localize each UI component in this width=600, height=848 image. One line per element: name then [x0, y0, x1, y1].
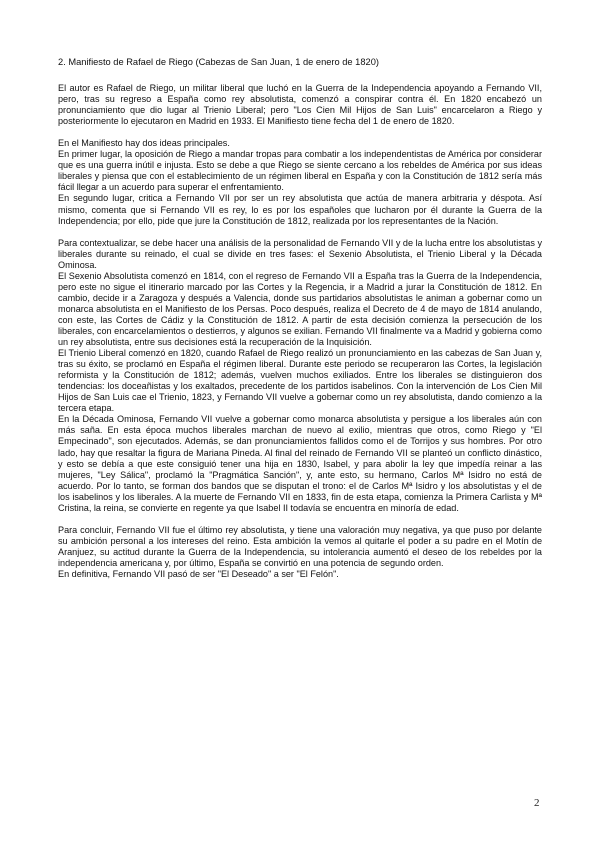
paragraph-spacer: [58, 514, 542, 525]
paragraph-context: Para contextualizar, se debe hacer una análisis de la personalidad de Fernando VII y de la lucha entre los absolutistas y liberales durante su reinado, el cual se divide en tres fases: el Sexenio Absolutista, el Trienio Liberal y la Década Ominosa.: [58, 237, 542, 270]
paragraph-final-sentence: En definitiva, Fernando VII pasó de ser "El Deseado" a ser "El Felón".: [58, 568, 339, 579]
paragraph-second-idea: En segundo lugar, critica a Fernando VII por ser un rey absolutista que actúa de manera arbitraria y déspota. Así mismo, comenta que si Fernando VII es rey, lo es por los españoles que lucharon por él durante la Guerra de la Independencia; por ello, pide que jure la Constitución de 1812, realizada por los representantes de la Nación.: [58, 193, 542, 226]
page-number: 2: [534, 797, 540, 809]
paragraph-spacer: [58, 127, 542, 138]
paragraph-sexenio-absolutista: El Sexenio Absolutista comenzó en 1814, con el regreso de Fernando VII a España tras la Guerra de la Independencia, pero este no sigue el itinerario marcado por las Cortes y la Regencia, ir a Madrid a jurar la Constitución de 1812. En cambio, decide ir a Zaragoza y después a Valencia, donde sus partidarios absolutistas le animan a gobernar como un monarca absolutista en el Manifiesto de los Persas. Poco después, realiza el Decreto de 4 de mayo de 1814 anulando, con este, las Cortes de Cádiz y la Constitución de 1812. A partir de esta decisión comienza la persecución de los liberales, con encarcelamientos o destierros, y algunos se exilian. Fernando VII finalmente va a Madrid y gobierna como un rey absolutista, entre sus decisiones está la recuperación de la Inquisición.: [58, 270, 542, 348]
paragraph-trienio-liberal: El Trienio Liberal comenzó en 1820, cuando Rafael de Riego realizó un pronunciamiento en las cabezas de San Juan y, tras su éxito, se proclamó en España el régimen liberal. Durante este periodo se recuperaron las Cortes, la legislación reformista y la Constitución de 1812; además, vuelven muchos exiliados. Entre los liberales se distinguieron dos tendencias: los doceañistas y los exaltados, precedente de los partidos isabelinos. Con la intervención de Los Cien Mil Hijos de San Luis cae el Trienio, 1823, y Fernando VII vuelve a gobernar como un rey absolutista, dando comienzo a la tercera etapa.: [58, 348, 542, 414]
paragraph-decada-ominosa: En la Década Ominosa, Fernando VII vuelve a gobernar como monarca absolutista y persigue a los liberales aún con más saña. En esta época muchos liberales marchan de nuevo al exilio, mientras que otros, como Riego y "El Empecinado", son ejecutados. Además, se dan pronunciamientos fallidos como el de Torrijos y sus hombres. Por otro lado, hay que resaltar la figura de Mariana Pineda. Al final del reinado de Fernando VII se planteó un conflicto dinástico, y esto se debía a que este consiguió tener una hija en 1830, Isabel, y para abolir la ley que impedía reinar a las mujeres, "Ley Sálica", proclamó la "Pragmática Sanción", y, ante esto, su hermano, Carlos Mª Isidro no está de acuerdo. Por lo tanto, se forman dos bandos que se disputan el trono: el de Carlos Mª Isidro y los absolutistas y el de los isabelinos y los liberales. A la muerte de Fernando VII en 1833, fin de esta etapa, comienza la Primera Carlista y Mª Cristina, la reina, se convierte en regente ya que Isabel II todavía se encuentra en minoría de edad.: [58, 414, 542, 513]
document-title: 2. Manifiesto de Rafael de Riego (Cabezas de San Juan, 1 de enero de 1820): [58, 57, 379, 67]
paragraph-main-ideas-intro: En el Manifiesto hay dos ideas principales.: [58, 138, 230, 149]
paragraph-conclusion: Para concluir, Fernando VII fue el último rey absolutista, y tiene una valoración muy negativa, ya que puso por delante su ambición personal a los intereses del reino. Esta ambición la vemos al quitarle el poder a su padre en el Motín de Aranjuez, su actitud durante la Guerra de la Independencia, su intolerancia aumentó el deseo de los rebeldes por la independencia americana y, por último, España se convirtió en una potencia de segundo orden.: [58, 524, 542, 568]
document-content: [58, 57, 542, 580]
paragraph-author-intro: El autor es Rafael de Riego, un militar liberal que luchó en la Guerra de la Independencia apoyando a Fernando VII, pero, tras su regreso a España como rey absolutista, comenzó a conspirar contra él. En 1820 encabezó un pronunciamiento que dio lugar al Trienio Liberal; pero "Los Cien Mil Hijos de San Luis" encarcelaron a Riego y posteriormente lo ejecutaron en Madrid en 1933. El Manifiesto tiene fecha del 1 de enero de 1820.: [58, 83, 542, 127]
paragraph-spacer: [58, 227, 542, 238]
paragraph-first-idea: En primer lugar, la oposición de Riego a mandar tropas para combatir a los independentistas de América por considerar que es una guerra inútil e injusta. Esto se debe a que Riego se siente cercano a los rebeldes de América por sus ideas liberales y piensa que con el establecimiento de un régimen liberal en España y con la Constitución de 1812 sería más fácil llegar a un acuerdo para superar el enfrentamiento.: [58, 149, 542, 193]
